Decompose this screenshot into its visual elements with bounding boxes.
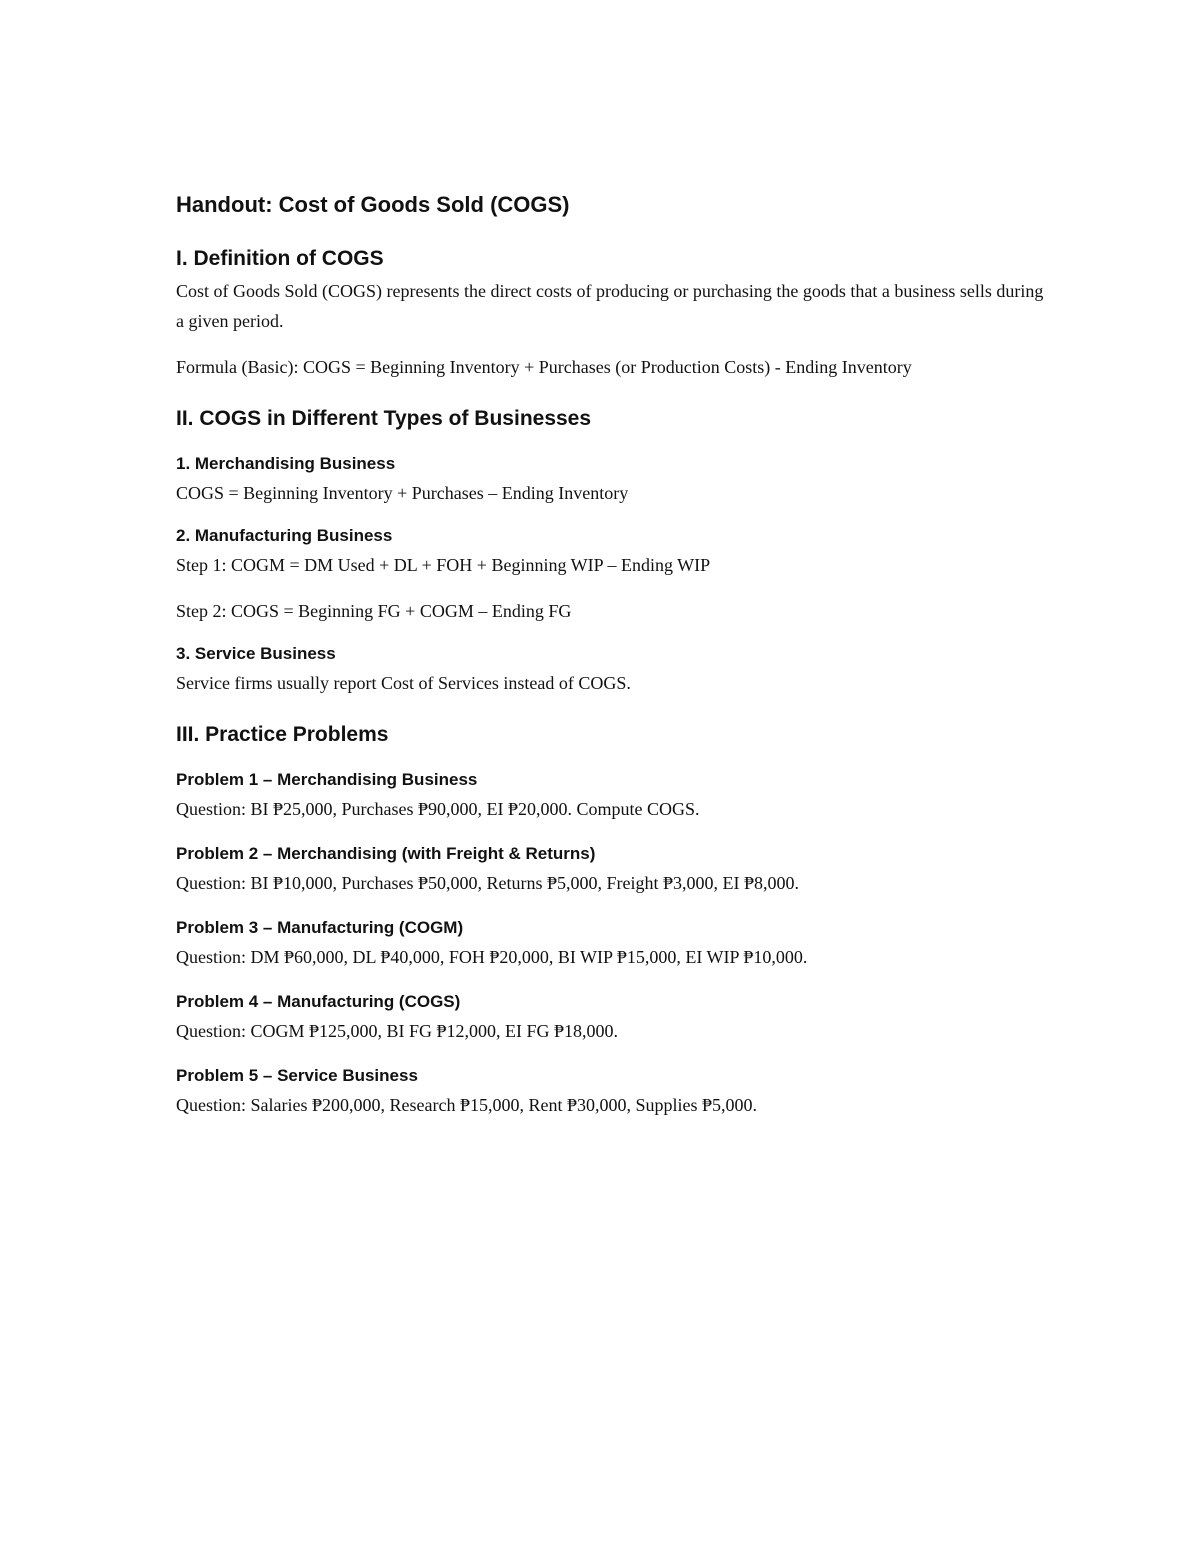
section-heading-practice-problems: III. Practice Problems xyxy=(176,723,389,746)
document-title: Handout: Cost of Goods Sold (COGS) xyxy=(176,192,570,217)
basic-formula-paragraph: Formula (Basic): COGS = Beginning Inventory + Purchases (or Production Costs) - Ending Inventory xyxy=(176,357,912,377)
problem-3-question: Question: DM ₱60,000, DL ₱40,000, FOH ₱20,000, BI WIP ₱15,000, EI WIP ₱10,000. xyxy=(176,947,808,967)
problem-3-heading: Problem 3 – Manufacturing (COGM) xyxy=(176,918,464,937)
subheading-merchandising: 1. Merchandising Business xyxy=(176,454,396,473)
merchandising-formula: COGS = Beginning Inventory + Purchases – Ending Inventory xyxy=(176,483,629,503)
section-heading-definition: I. Definition of COGS xyxy=(176,247,384,270)
manufacturing-step-1: Step 1: COGM = DM Used + DL + FOH + Beginning WIP – Ending WIP xyxy=(176,555,711,575)
problem-4-question: Question: COGM ₱125,000, BI FG ₱12,000, EI FG ₱18,000. xyxy=(176,1021,619,1041)
problem-1-heading: Problem 1 – Merchandising Business xyxy=(176,770,478,789)
problem-5-question: Question: Salaries ₱200,000, Research ₱15,000, Rent ₱30,000, Supplies ₱5,000. xyxy=(176,1095,757,1115)
definition-paragraph: Cost of Goods Sold (COGS) represents the direct costs of producing or purchasing the goods that a business sells during a given period. xyxy=(176,281,1044,331)
problem-4-heading: Problem 4 – Manufacturing (COGS) xyxy=(176,992,461,1011)
subheading-service: 3. Service Business xyxy=(176,644,336,663)
subheading-manufacturing: 2. Manufacturing Business xyxy=(176,526,393,545)
problem-2-heading: Problem 2 – Merchandising (with Freight & Returns) xyxy=(176,844,596,863)
problem-5-heading: Problem 5 – Service Business xyxy=(176,1066,418,1085)
service-note: Service firms usually report Cost of Services instead of COGS. xyxy=(176,673,631,693)
manufacturing-step-2: Step 2: COGS = Beginning FG + COGM – Ending FG xyxy=(176,601,572,621)
problem-1-question: Question: BI ₱25,000, Purchases ₱90,000, EI ₱20,000. Compute COGS. xyxy=(176,799,700,819)
problem-2-question: Question: BI ₱10,000, Purchases ₱50,000, Returns ₱5,000, Freight ₱3,000, EI ₱8,000. xyxy=(176,873,800,893)
section-heading-business-types: II. COGS in Different Types of Businesses xyxy=(176,407,592,430)
document-page xyxy=(176,190,1046,1120)
